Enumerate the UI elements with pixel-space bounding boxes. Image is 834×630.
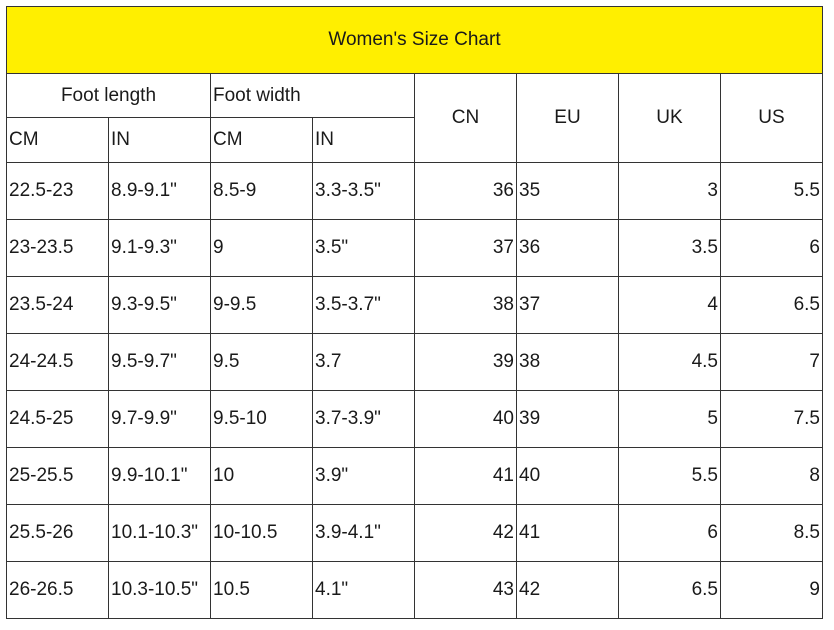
eu-size-cell: 42 <box>517 562 619 619</box>
table-row <box>7 163 823 220</box>
eu-size-cell: 40 <box>517 448 619 505</box>
foot-width-cm-cell: 10 <box>211 448 313 505</box>
eu-size-cell: 41 <box>517 505 619 562</box>
foot-width-cm-cell: 10.5 <box>211 562 313 619</box>
size-chart-table <box>6 6 823 619</box>
foot-width-in-cell: 3.9-4.1" <box>313 505 415 562</box>
foot-length-in-cell: 9.1-9.3" <box>109 220 211 277</box>
table-row <box>7 220 823 277</box>
cn-size-cell: 43 <box>415 562 517 619</box>
foot-length-cm-cell: 23.5-24 <box>7 277 109 334</box>
table-row <box>7 448 823 505</box>
foot-length-in-cell: 9.9-10.1" <box>109 448 211 505</box>
foot-width-header: Foot width <box>211 74 415 118</box>
uk-size-cell: 5.5 <box>619 448 721 505</box>
cn-header: CN <box>415 74 517 163</box>
foot-length-cm-cell: 26-26.5 <box>7 562 109 619</box>
uk-size-cell: 6 <box>619 505 721 562</box>
eu-size-cell: 35 <box>517 163 619 220</box>
us-size-cell: 7.5 <box>721 391 823 448</box>
cn-size-cell: 42 <box>415 505 517 562</box>
cn-size-cell: 41 <box>415 448 517 505</box>
cn-size-cell: 37 <box>415 220 517 277</box>
table-row <box>7 391 823 448</box>
foot-length-cm-cell: 24.5-25 <box>7 391 109 448</box>
eu-size-cell: 37 <box>517 277 619 334</box>
cn-size-cell: 38 <box>415 277 517 334</box>
foot-width-in-cell: 3.7-3.9" <box>313 391 415 448</box>
foot-width-cm-cell: 9.5-10 <box>211 391 313 448</box>
foot-width-in-cell: 3.7 <box>313 334 415 391</box>
foot-width-in-cell: 3.3-3.5" <box>313 163 415 220</box>
eu-size-cell: 38 <box>517 334 619 391</box>
foot-length-in-cell: 9.7-9.9" <box>109 391 211 448</box>
cn-size-cell: 40 <box>415 391 517 448</box>
chart-title: Women's Size Chart <box>7 7 823 74</box>
uk-header: UK <box>619 74 721 163</box>
foot-length-cm-cell: 25-25.5 <box>7 448 109 505</box>
foot-width-cm-cell: 9 <box>211 220 313 277</box>
us-size-cell: 5.5 <box>721 163 823 220</box>
foot-length-cm-cell: 22.5-23 <box>7 163 109 220</box>
foot-width-in-cell: 3.5" <box>313 220 415 277</box>
uk-size-cell: 6.5 <box>619 562 721 619</box>
foot-width-in-cell: 4.1" <box>313 562 415 619</box>
length-in-header: IN <box>109 118 211 163</box>
foot-length-cm-cell: 23-23.5 <box>7 220 109 277</box>
eu-size-cell: 36 <box>517 220 619 277</box>
uk-size-cell: 4 <box>619 277 721 334</box>
foot-width-cm-cell: 9-9.5 <box>211 277 313 334</box>
uk-size-cell: 3.5 <box>619 220 721 277</box>
foot-length-in-cell: 10.3-10.5" <box>109 562 211 619</box>
table-row <box>7 334 823 391</box>
width-cm-header: CM <box>211 118 313 163</box>
foot-length-in-cell: 8.9-9.1" <box>109 163 211 220</box>
us-size-cell: 6 <box>721 220 823 277</box>
us-size-cell: 7 <box>721 334 823 391</box>
uk-size-cell: 4.5 <box>619 334 721 391</box>
us-size-cell: 9 <box>721 562 823 619</box>
foot-length-in-cell: 9.3-9.5" <box>109 277 211 334</box>
foot-length-in-cell: 10.1-10.3" <box>109 505 211 562</box>
foot-length-in-cell: 9.5-9.7" <box>109 334 211 391</box>
uk-size-cell: 5 <box>619 391 721 448</box>
size-rows <box>7 163 823 619</box>
foot-width-in-cell: 3.9" <box>313 448 415 505</box>
width-in-header: IN <box>313 118 415 163</box>
foot-length-cm-cell: 25.5-26 <box>7 505 109 562</box>
eu-header: EU <box>517 74 619 163</box>
foot-width-cm-cell: 9.5 <box>211 334 313 391</box>
foot-length-header: Foot length <box>7 74 211 118</box>
foot-width-cm-cell: 10-10.5 <box>211 505 313 562</box>
table-row <box>7 277 823 334</box>
eu-size-cell: 39 <box>517 391 619 448</box>
us-header: US <box>721 74 823 163</box>
us-size-cell: 8.5 <box>721 505 823 562</box>
foot-width-in-cell: 3.5-3.7" <box>313 277 415 334</box>
cn-size-cell: 39 <box>415 334 517 391</box>
uk-size-cell: 3 <box>619 163 721 220</box>
us-size-cell: 6.5 <box>721 277 823 334</box>
us-size-cell: 8 <box>721 448 823 505</box>
table-row <box>7 562 823 619</box>
table-row <box>7 505 823 562</box>
foot-width-cm-cell: 8.5-9 <box>211 163 313 220</box>
foot-length-cm-cell: 24-24.5 <box>7 334 109 391</box>
cn-size-cell: 36 <box>415 163 517 220</box>
length-cm-header: CM <box>7 118 109 163</box>
